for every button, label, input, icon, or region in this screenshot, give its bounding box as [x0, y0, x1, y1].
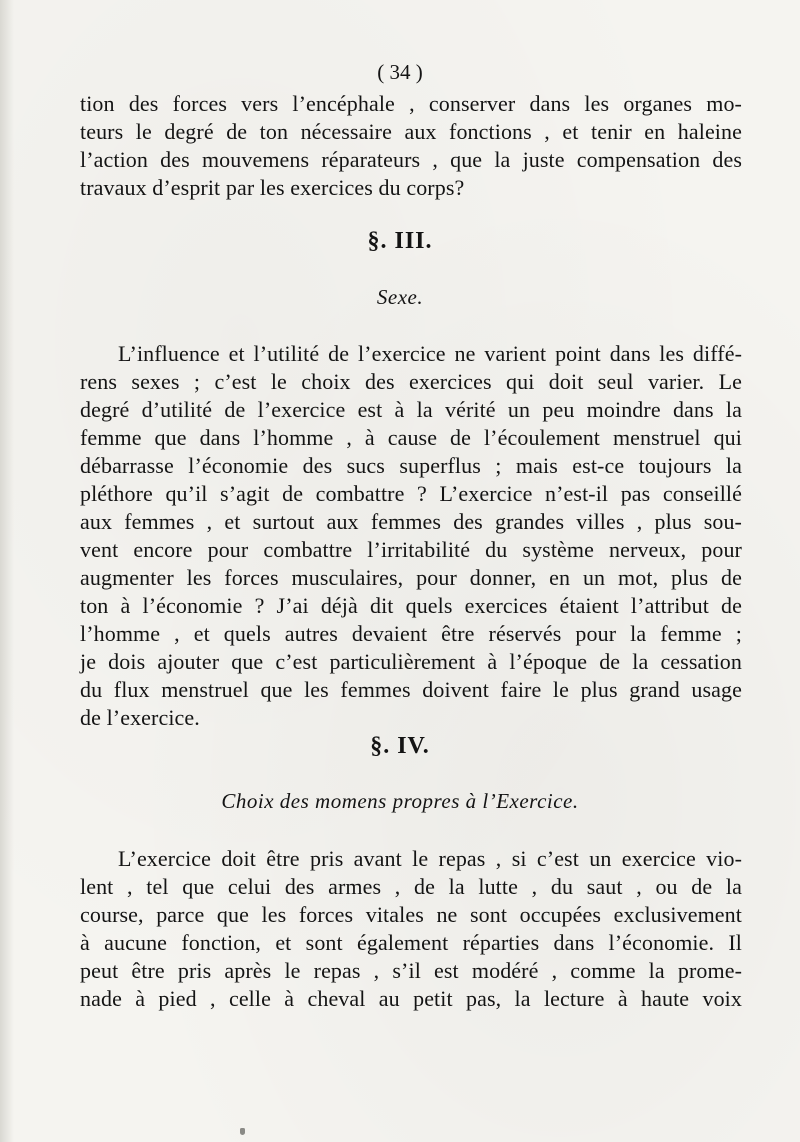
text-line: aux femmes , et surtout aux femmes des grandes villes , plus sou- — [80, 509, 742, 534]
text-line: L’exercice doit être pris avant le repas , si c’est un exercice vio- — [118, 846, 742, 871]
text-line: je dois ajouter que c’est particulièrement à l’époque de la cessation — [80, 649, 742, 674]
text-line: course, parce que les forces vitales ne sont occupées exclusivement — [80, 902, 742, 927]
section-3-heading: §. III. — [367, 228, 433, 254]
text-line: de l’exercice. — [80, 705, 200, 730]
section-4-subtitle: Choix des momens propres à l’Exercice. — [221, 789, 579, 813]
page-number: ( 34 ) — [377, 60, 423, 84]
text-line: lent , tel que celui des armes , de la lutte , du saut , ou de la — [80, 874, 742, 899]
text-line: rens sexes ; c’est le choix des exercices qui doit seul varier. Le — [80, 369, 742, 394]
text-line: femme que dans l’homme , à cause de l’écoulement menstruel qui — [80, 425, 742, 450]
text-line: pléthore qu’il s’agit de combattre ? L’exercice n’est-il pas conseillé — [80, 481, 742, 506]
text-line: tion des forces vers l’encéphale , conserver dans les organes mo- — [80, 91, 742, 116]
text-line: teurs le degré de ton nécessaire aux fonctions , et tenir en haleine — [80, 119, 742, 144]
text-line: nade à pied , celle à cheval au petit pas, la lecture à haute voix — [80, 986, 742, 1011]
text-line: débarrasse l’économie des sucs superflus ; mais est-ce toujours la — [80, 453, 742, 478]
text-line: ton à l’économie ? J’ai déjà dit quels exercices étaient l’attribut de — [80, 593, 742, 618]
text-line: à aucune fonction, et sont également réparties dans l’économie. Il — [80, 930, 742, 955]
page-gutter-shadow — [0, 0, 14, 1142]
text-line: du flux menstruel que les femmes doivent faire le plus grand usage — [80, 677, 742, 702]
text-line: L’influence et l’utilité de l’exercice ne varient point dans les diffé- — [118, 341, 742, 366]
paragraph-3 — [80, 845, 742, 1013]
paragraph-1 — [80, 90, 742, 202]
paragraph-2 — [80, 340, 742, 732]
text-line: l’homme , et quels autres devaient être réservés pour la femme ; — [80, 621, 742, 646]
ink-speck — [240, 1128, 245, 1135]
section-4-heading: §. IV. — [370, 733, 430, 759]
text-line: peut être pris après le repas , s’il est modéré , comme la prome- — [80, 958, 742, 983]
show-through-smudge — [90, 200, 730, 220]
text-line: degré d’utilité de l’exercice est à la vérité un peu moindre dans la — [80, 397, 742, 422]
text-line: vent encore pour combattre l’irritabilité du système nerveux, pour — [80, 537, 742, 562]
text-line: l’action des mouvemens réparateurs , que la juste compensation des — [80, 147, 742, 172]
text-line: augmenter les forces musculaires, pour donner, en un mot, plus de — [80, 565, 742, 590]
text-line: travaux d’esprit par les exercices du corps? — [80, 175, 465, 200]
section-3-subtitle: Sexe. — [376, 285, 424, 309]
